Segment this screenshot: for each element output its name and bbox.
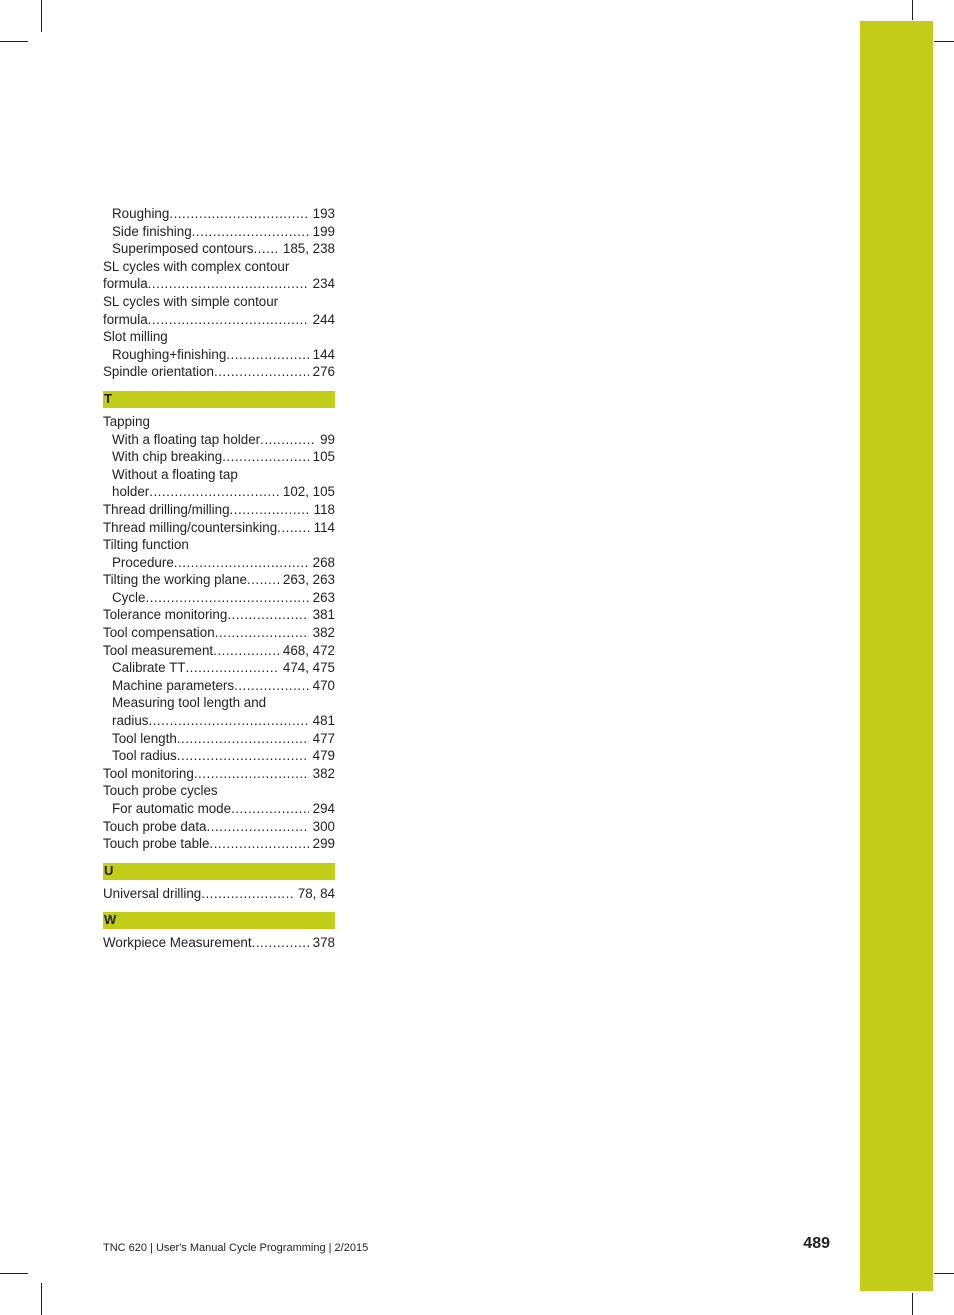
index-entry	[103, 571, 335, 589]
dot-leader	[185, 659, 278, 677]
index-letter-header: T	[103, 391, 335, 408]
crop-mark	[912, 0, 913, 20]
dot-leader	[215, 624, 309, 642]
index-subentry	[103, 223, 335, 241]
index-page-ref[interactable]: 268	[312, 554, 335, 570]
dot-leader	[148, 712, 308, 730]
index-entry-text: Touch probe cycles	[103, 783, 218, 799]
index-subentry	[103, 659, 335, 677]
index-page-ref[interactable]: 263, 263	[282, 572, 335, 588]
dot-leader	[260, 431, 316, 449]
index-entry-text: Side finishing	[112, 223, 192, 239]
index-subentry	[103, 730, 335, 748]
footer-text: TNC 620 | User's Manual Cycle Programming | 2/2015	[103, 1242, 369, 1254]
index-subentry	[103, 240, 335, 258]
index-subentry	[103, 712, 335, 730]
dot-leader	[231, 800, 309, 818]
dot-leader	[148, 311, 309, 329]
index-subentry	[103, 205, 335, 223]
index-letter-header: U	[103, 863, 335, 880]
index-page-ref[interactable]: 474, 475	[282, 660, 335, 676]
index-page-ref[interactable]: 244	[312, 311, 335, 327]
index-subentry	[103, 589, 335, 607]
dot-leader	[214, 363, 309, 381]
index-entry-text: Workpiece Measurement	[103, 935, 252, 951]
index-entry	[103, 293, 335, 311]
index-page-ref[interactable]: 300	[312, 818, 335, 834]
index-entry-text: Without a floating tap	[112, 466, 238, 482]
dot-leader	[174, 554, 309, 572]
index-subentry	[103, 800, 335, 818]
index-entry-text: With chip breaking	[112, 449, 223, 465]
dot-leader	[206, 818, 308, 836]
index-column	[103, 205, 335, 952]
index-entry-text: Tool monitoring	[103, 765, 194, 781]
index-page-ref[interactable]: 294	[312, 801, 335, 816]
index-entry-text: Touch probe data	[103, 818, 207, 834]
dot-leader	[149, 483, 279, 501]
index-subentry	[103, 694, 335, 712]
index-entry	[103, 275, 335, 293]
index-entry-text: Tolerance monitoring	[103, 607, 228, 623]
crop-mark	[912, 1293, 913, 1315]
index-entry-text: Touch probe table	[103, 836, 210, 852]
index-page-ref[interactable]: 378	[312, 935, 335, 951]
dot-leader	[148, 275, 309, 293]
dot-leader	[169, 205, 308, 223]
crop-mark	[41, 1283, 42, 1315]
index-page-ref[interactable]: 199	[312, 223, 335, 239]
index-entry-text: formula	[103, 276, 148, 292]
index-page-ref[interactable]: 185, 238	[282, 241, 335, 257]
dot-leader	[252, 934, 309, 952]
index-entry-text: Thread milling/countersinking	[103, 519, 278, 535]
index-entry	[103, 501, 335, 519]
index-page-ref[interactable]: 382	[312, 625, 335, 641]
index-page-ref[interactable]: 105	[312, 449, 335, 465]
index-entry-text: Tapping	[103, 413, 150, 429]
dot-leader	[177, 747, 309, 765]
index-entry	[103, 642, 335, 660]
index-entry-text: Tilting the working plane	[103, 572, 247, 588]
index-entry	[103, 624, 335, 642]
index-entry	[103, 934, 335, 952]
index-entry-text: Spindle orientation	[103, 364, 214, 380]
index-subentry	[103, 677, 335, 695]
index-page-ref[interactable]: 118	[313, 501, 335, 517]
index-page-ref[interactable]: 234	[312, 276, 335, 292]
index-page-ref[interactable]: 78, 84	[297, 885, 335, 901]
dot-leader	[222, 448, 309, 466]
index-entry-text: Superimposed contours	[112, 241, 254, 257]
dot-leader	[277, 519, 309, 537]
index-page-ref[interactable]: 477	[312, 730, 335, 746]
index-page-ref[interactable]: 481	[312, 713, 335, 729]
index-entry	[103, 413, 335, 431]
dot-leader	[213, 642, 279, 660]
index-entry-text: SL cycles with simple contour	[103, 293, 279, 309]
index-entry	[103, 536, 335, 554]
index-page-ref[interactable]: 381	[312, 607, 335, 623]
index-subentry	[103, 431, 335, 449]
index-entry-text: Thread drilling/milling	[103, 501, 230, 517]
index-page-ref[interactable]: 114	[313, 519, 335, 535]
index-page-ref[interactable]: 299	[312, 836, 335, 852]
dot-leader	[177, 730, 309, 748]
dot-leader	[201, 885, 294, 903]
dot-leader	[227, 606, 308, 624]
index-entry-text: Cycle	[112, 589, 146, 605]
index-subentry	[103, 483, 335, 501]
index-entry-text: Roughing+finishing	[112, 346, 227, 362]
dot-leader	[230, 501, 310, 519]
dot-leader	[209, 835, 308, 853]
index-entry-text: Roughing	[112, 206, 170, 221]
index-entry-text: Slot milling	[103, 329, 168, 345]
index-entry-text: With a floating tap holder	[112, 431, 261, 447]
crop-mark	[934, 1273, 954, 1274]
index-subentry	[103, 747, 335, 765]
index-entry-text: Tool measurement	[103, 642, 214, 658]
index-entry-text: Universal drilling	[103, 885, 202, 901]
index-page-ref[interactable]: 468, 472	[282, 642, 335, 658]
index-entry-text: Tool radius	[112, 748, 177, 764]
index-page-ref[interactable]: 263	[312, 589, 335, 605]
index-entry-text: formula	[103, 311, 148, 327]
index-subentry	[103, 554, 335, 572]
dot-leader	[194, 765, 309, 783]
index-entry	[103, 818, 335, 836]
dot-leader	[253, 240, 278, 258]
index-page-ref[interactable]: 479	[312, 748, 335, 764]
index-page-ref[interactable]: 102, 105	[282, 484, 335, 500]
index-page-ref[interactable]: 470	[312, 677, 335, 693]
crop-mark	[934, 41, 954, 42]
dot-leader	[192, 223, 309, 241]
crop-mark	[0, 41, 28, 42]
index-entry	[103, 363, 335, 381]
index-entry	[103, 328, 335, 346]
index-entry	[103, 258, 335, 276]
dot-leader	[247, 571, 279, 589]
index-entry	[103, 606, 335, 624]
index-subentry	[103, 346, 335, 364]
index-entry-text: Tool length	[112, 730, 177, 746]
index-page-ref[interactable]: 276	[312, 364, 335, 380]
index-subentry	[103, 466, 335, 484]
dot-leader	[234, 677, 309, 695]
index-entry-text: Tilting function	[103, 537, 189, 553]
index-entry-text: Tool compensation	[103, 625, 215, 641]
page-number: 489	[803, 1235, 830, 1252]
index-page-ref[interactable]: 99	[320, 431, 335, 447]
index-entry	[103, 782, 335, 800]
crop-mark	[41, 0, 42, 32]
index-entry	[103, 885, 335, 903]
index-entry-text: holder	[112, 484, 150, 500]
index-letter-header: W	[103, 912, 335, 929]
chapter-side-bar	[860, 21, 933, 1291]
index-entry	[103, 311, 335, 329]
index-entry	[103, 835, 335, 853]
dot-leader	[226, 346, 308, 364]
index-entry-text: Machine parameters	[112, 677, 235, 693]
index-entry-text: radius	[112, 713, 149, 729]
index-entry-text: For automatic mode	[112, 801, 232, 816]
index-entry-text: SL cycles with complex contour	[103, 258, 290, 274]
index-entry	[103, 765, 335, 783]
index-subentry	[103, 448, 335, 466]
crop-mark	[0, 1273, 28, 1274]
index-entry	[103, 519, 335, 537]
index-page-ref[interactable]: 144	[312, 346, 335, 362]
index-entry-text: Measuring tool length and	[112, 695, 267, 711]
index-page-ref[interactable]: 382	[312, 765, 335, 781]
dot-leader	[145, 589, 308, 607]
index-page-ref[interactable]: 193	[312, 206, 335, 221]
index-entry-text: Calibrate TT	[112, 660, 186, 676]
index-entry-text: Procedure	[112, 554, 174, 570]
